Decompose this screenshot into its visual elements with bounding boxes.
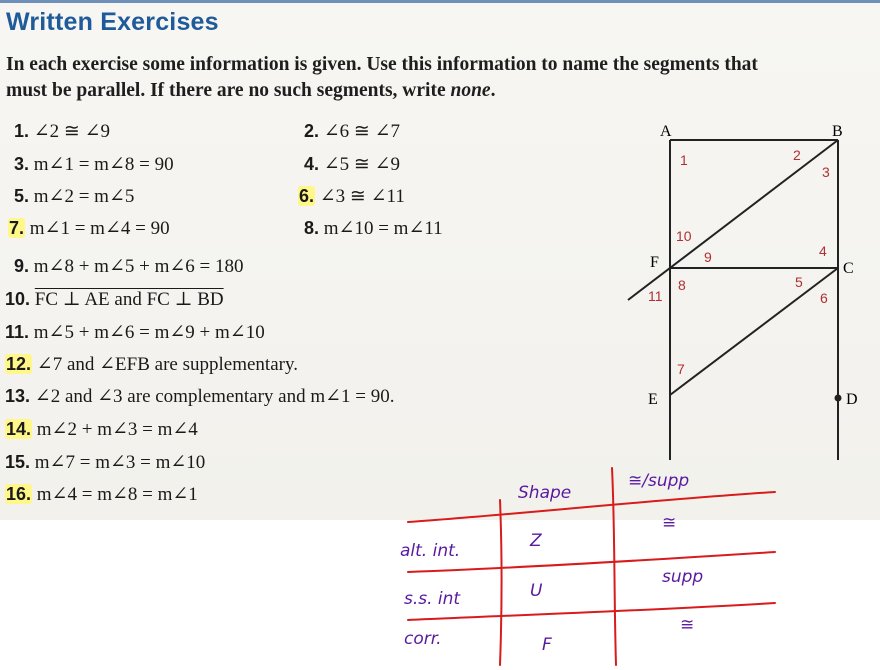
exercise-item	[298, 185, 405, 208]
exercise-text: m∠7 = m∠3 = m∠10	[34, 452, 206, 473]
point-c-label: C	[843, 260, 854, 277]
exercise-number-highlighted: 12.	[6, 354, 32, 374]
row-shape-corr: F	[542, 635, 552, 655]
exercise-item	[5, 385, 395, 408]
row-relation-corr: ≅	[680, 615, 695, 635]
handwritten-table	[390, 460, 790, 670]
table-divider-2	[612, 468, 616, 665]
row-label-alt-int: alt. int.	[400, 541, 461, 561]
exercise-number: 3.	[14, 154, 30, 174]
exercise-item	[5, 451, 205, 474]
point-a-label: A	[660, 123, 672, 140]
exercise-number-highlighted: 6.	[299, 186, 315, 206]
point-b-label: B	[832, 123, 843, 140]
exercise-text: FC ⊥ AE and FC ⊥ BD	[34, 289, 224, 310]
exercise-item	[304, 217, 443, 240]
exercise-item	[14, 255, 244, 278]
exercise-item	[5, 321, 265, 344]
table-line-row-2	[408, 603, 775, 620]
instructions-end: .	[490, 80, 496, 101]
exercise-text: m∠1 = m∠4 = 90	[29, 218, 170, 239]
exercise-text: ∠7 and ∠EFB are supplementary.	[36, 354, 298, 375]
exercise-item	[14, 185, 134, 208]
table-line-header	[408, 492, 775, 522]
angle-3-label: 3	[822, 164, 830, 180]
point-d-label: D	[846, 391, 858, 408]
instructions-text: In each exercise some information is given. Use this information to name the segments that must be parallel. If there are no such segments, write	[6, 54, 758, 101]
exercise-text: ∠3 ≅ ∠11	[319, 186, 405, 207]
exercise-text: m∠1 = m∠8 = 90	[33, 154, 174, 175]
angle-5-label: 5	[795, 274, 803, 290]
exercise-item	[5, 288, 224, 311]
exercise-number-highlighted: 14.	[6, 419, 32, 439]
exercise-text: ∠5 ≅ ∠9	[323, 154, 401, 175]
exercise-item	[5, 418, 198, 441]
exercise-number: 2.	[304, 121, 320, 141]
point-f-label: F	[650, 254, 659, 271]
exercise-text: m∠2 = m∠5	[33, 186, 135, 207]
table-divider-1	[500, 500, 502, 665]
exercise-item	[14, 120, 110, 143]
row-shape-alt-int: Z	[530, 531, 542, 551]
exercise-item	[5, 483, 198, 506]
row-label-ss-int: s.s. int	[404, 589, 461, 609]
exercise-item	[14, 153, 174, 176]
exercise-text: ∠2 ≅ ∠9	[33, 121, 111, 142]
exercise-number: 15.	[5, 452, 31, 472]
geometry-diagram	[600, 115, 880, 465]
row-relation-alt-int: ≅	[662, 513, 677, 533]
exercise-text: m∠4 = m∠8 = m∠1	[36, 484, 198, 505]
exercise-number-highlighted: 16.	[6, 484, 32, 504]
instructions	[6, 52, 766, 104]
angle-7-label: 7	[677, 361, 685, 377]
table-line-row-1	[408, 552, 775, 572]
row-label-corr: corr.	[404, 629, 442, 649]
transversal-ec	[670, 268, 838, 395]
header-relation: ≅/supp	[628, 471, 690, 491]
angle-1-label: 1	[680, 152, 688, 168]
top-rule	[0, 0, 880, 3]
exercise-number: 8.	[304, 218, 320, 238]
exercise-number-highlighted: 7.	[9, 218, 25, 238]
exercise-number: 5.	[14, 186, 30, 206]
transversal-fb	[628, 140, 838, 300]
row-shape-ss-int: U	[530, 581, 543, 601]
angle-10-label: 10	[676, 228, 692, 244]
angle-11-label: 11	[648, 288, 663, 304]
header-shape: Shape	[518, 483, 572, 503]
exercise-number: 11.	[5, 322, 30, 342]
angle-8-label: 8	[678, 277, 686, 293]
point-d-dot	[835, 395, 842, 402]
angle-9-label: 9	[704, 249, 712, 265]
exercise-item	[304, 153, 400, 176]
exercise-text: m∠5 + m∠6 = m∠9 + m∠10	[33, 322, 265, 343]
exercise-number: 1.	[14, 121, 30, 141]
exercise-item	[304, 120, 400, 143]
point-e-label: E	[648, 391, 658, 408]
exercise-text: m∠2 + m∠3 = m∠4	[36, 419, 198, 440]
row-relation-ss-int: supp	[662, 567, 704, 587]
angle-2-label: 2	[793, 147, 801, 163]
exercise-text: m∠8 + m∠5 + m∠6 = 180	[33, 256, 244, 277]
exercise-text: ∠2 and ∠3 are complementary and m∠1 = 90.	[34, 386, 395, 407]
angle-6-label: 6	[820, 290, 828, 306]
exercise-text: m∠10 = m∠11	[323, 218, 443, 239]
angle-4-label: 4	[819, 243, 827, 259]
exercise-number: 9.	[14, 256, 30, 276]
exercise-number: 13.	[5, 386, 31, 406]
exercise-number: 10.	[5, 289, 31, 309]
exercise-number: 4.	[304, 154, 320, 174]
instructions-emphasis: none	[450, 80, 491, 101]
exercise-text: ∠6 ≅ ∠7	[323, 121, 401, 142]
exercise-item	[5, 353, 298, 376]
section-title: Written Exercises	[6, 8, 219, 36]
exercise-item	[8, 217, 170, 240]
